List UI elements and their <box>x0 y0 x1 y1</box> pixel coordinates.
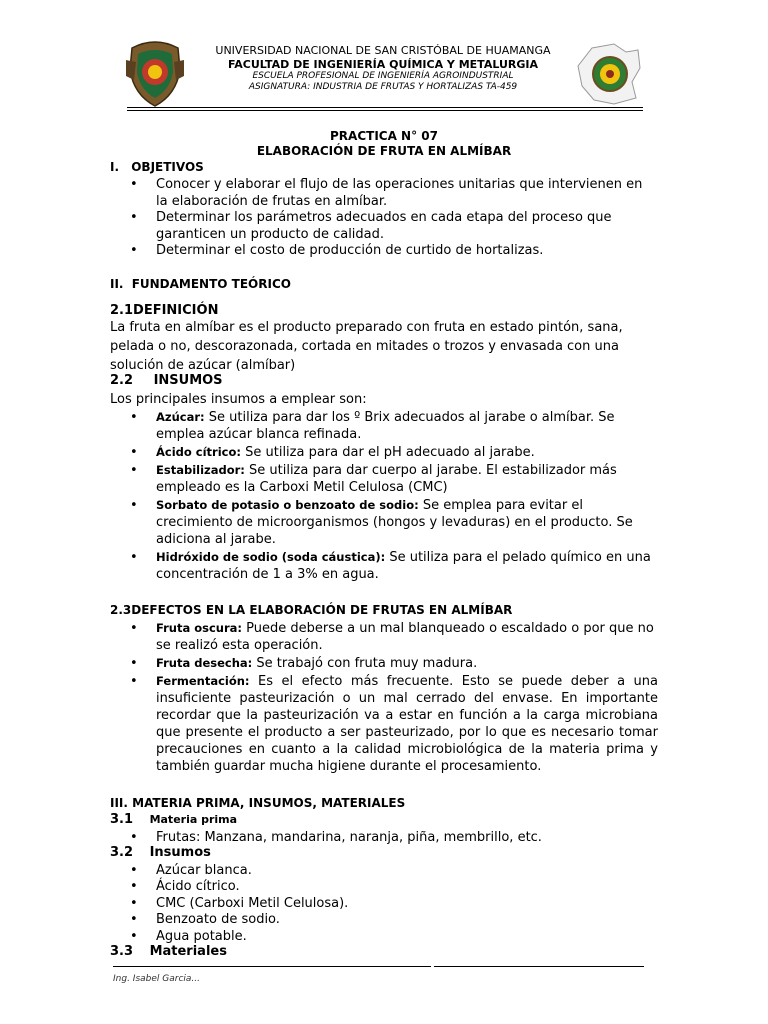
bullet-icon: • <box>130 621 138 636</box>
bullet-icon: • <box>130 879 138 894</box>
bullet-icon: • <box>130 674 138 689</box>
list-item: • Determinar los parámetros adecuados en cada etapa del proceso que garanticen un producto de calidad. <box>130 210 612 242</box>
subsection-materia-prima-heading: 3.1 Materia prima <box>110 812 238 827</box>
list-item: • Fruta desecha: Se trabajó con fruta muy madura. <box>130 656 478 671</box>
bullet-icon: • <box>130 410 138 425</box>
bullet-icon: • <box>130 912 138 927</box>
faculty-name: FACULTAD DE INGENIERÍA QUÍMICA Y METALURGIA <box>227 58 539 71</box>
list-item: • Determinar el costo de producción de curtido de hortalizas. <box>130 243 544 258</box>
bullet-icon: • <box>130 863 138 878</box>
bullet-icon: • <box>130 243 138 258</box>
list-item: • Azúcar blanca. <box>130 863 252 878</box>
section-number: II. <box>110 277 124 291</box>
subsection-insumos-list-heading: 3.2 Insumos <box>110 845 211 860</box>
section-number: I. <box>110 160 120 174</box>
university-seal-logo <box>124 40 186 108</box>
bullet-icon: • <box>130 210 138 225</box>
header-rule <box>127 107 643 108</box>
list-item: • CMC (Carboxi Metil Celulosa). <box>130 896 349 911</box>
list-item: • Fruta oscura: Puede deberse a un mal blanqueado o escaldado o por que no se realizó esta operación. <box>130 621 654 653</box>
practice-number: PRACTICA N° 07 <box>330 129 438 143</box>
course-name: ASIGNATURA: INDUSTRIA DE FRUTAS Y HORTALIZAS TA-459 <box>248 82 518 92</box>
subsection-defectos-heading: 2.3DEFECTOS EN LA ELABORACIÓN DE FRUTAS EN ALMÍBAR <box>110 603 513 617</box>
university-name: UNIVERSIDAD NACIONAL DE SAN CRISTÓBAL DE HUAMANGA <box>215 44 551 57</box>
section-materia-heading: III. MATERIA PRIMA, INSUMOS, MATERIALES <box>110 796 406 810</box>
list-item: • Ácido cítrico: Se utiliza para dar el pH adecuado al jarabe. <box>130 445 535 460</box>
subsection-title: INSUMOS <box>153 373 223 388</box>
list-item: • Estabilizador: Se utiliza para dar cuerpo al jarabe. El estabilizador más empleado es la Carboxi Metil Celulosa (CMC) <box>130 463 617 495</box>
faculty-seal-logo <box>574 42 644 106</box>
bullet-icon: • <box>130 463 138 478</box>
footer-text: Ing. Isabel Garcia... <box>113 974 200 984</box>
bullet-icon: • <box>130 929 138 944</box>
subsection-definicion-heading: 2.1DEFINICIÓN <box>110 303 219 318</box>
list-item: • Benzoato de sodio. <box>130 912 280 927</box>
list-item: • Hidróxido de sodio (soda cáustica): Se utiliza para el pelado químico en una concentración de 1 a 3% en agua. <box>130 550 651 582</box>
subsection-insumos-heading <box>110 373 223 388</box>
list-item: • Azúcar: Se utiliza para dar los º Brix adecuados al jarabe o almíbar. Se emplea azúcar blanca refinada. <box>130 410 615 442</box>
practice-title: ELABORACIÓN DE FRUTA EN ALMÍBAR <box>256 144 512 158</box>
subsection-number: 2.2 <box>110 373 134 388</box>
list-item: • Frutas: Manzana, mandarina, naranja, piña, membrillo, etc. <box>130 830 542 845</box>
subsection-materiales-heading: 3.3 Materiales <box>110 944 227 959</box>
list-item: • Agua potable. <box>130 929 247 944</box>
bullet-icon: • <box>130 896 138 911</box>
list-item: • Sorbato de potasio o benzoato de sodio: Se emplea para evitar el crecimiento de microorganismos (hongos y levaduras) en el producto. Se adiciona al jarabe. <box>130 498 633 547</box>
bullet-icon: • <box>130 177 138 192</box>
section-title: OBJETIVOS <box>131 160 204 174</box>
footer-rule-right <box>434 966 644 967</box>
header-rule-secondary <box>127 110 643 111</box>
bullet-icon: • <box>130 656 138 671</box>
bullet-icon: • <box>130 830 138 845</box>
section-objetivos-heading <box>110 160 204 174</box>
section-title: FUNDAMENTO TEÓRICO <box>131 277 291 291</box>
school-name: ESCUELA PROFESIONAL DE INGENIERÍA AGROINDUSTRIAL <box>252 71 514 81</box>
bullet-icon: • <box>130 498 138 513</box>
list-item: • Ácido cítrico. <box>130 879 240 894</box>
insumos-intro: Los principales insumos a emplear son: <box>110 392 367 407</box>
section-fundamento-heading <box>110 277 291 291</box>
list-item: • Conocer y elaborar el flujo de las operaciones unitarias que intervienen en la elaboración de frutas en almíbar. <box>130 177 643 209</box>
bullet-icon: • <box>130 445 138 460</box>
bullet-icon: • <box>130 550 138 565</box>
footer-rule-left <box>113 966 431 967</box>
definicion-paragraph: La fruta en almíbar es el producto preparado con fruta en estado pintón, sana, pelada o no, descorazonada, cortada en mitades o trozos y envasada con una solución de azúcar (almíbar) <box>110 320 623 373</box>
list-item: • Fermentación: Es el efecto más frecuente. Esto se puede deber a una insuficiente pasteurización o un mal cerrado del envase. En importante recordar que la pasteurización va a estar en función a la carga microbiana que presente el producto a ser pasteurizado, por lo que es necesario tomar precauciones en cuanto a la calidad microbiológica de la materia prima y también guardar mucha higiene durante el procesamiento. <box>130 674 658 774</box>
